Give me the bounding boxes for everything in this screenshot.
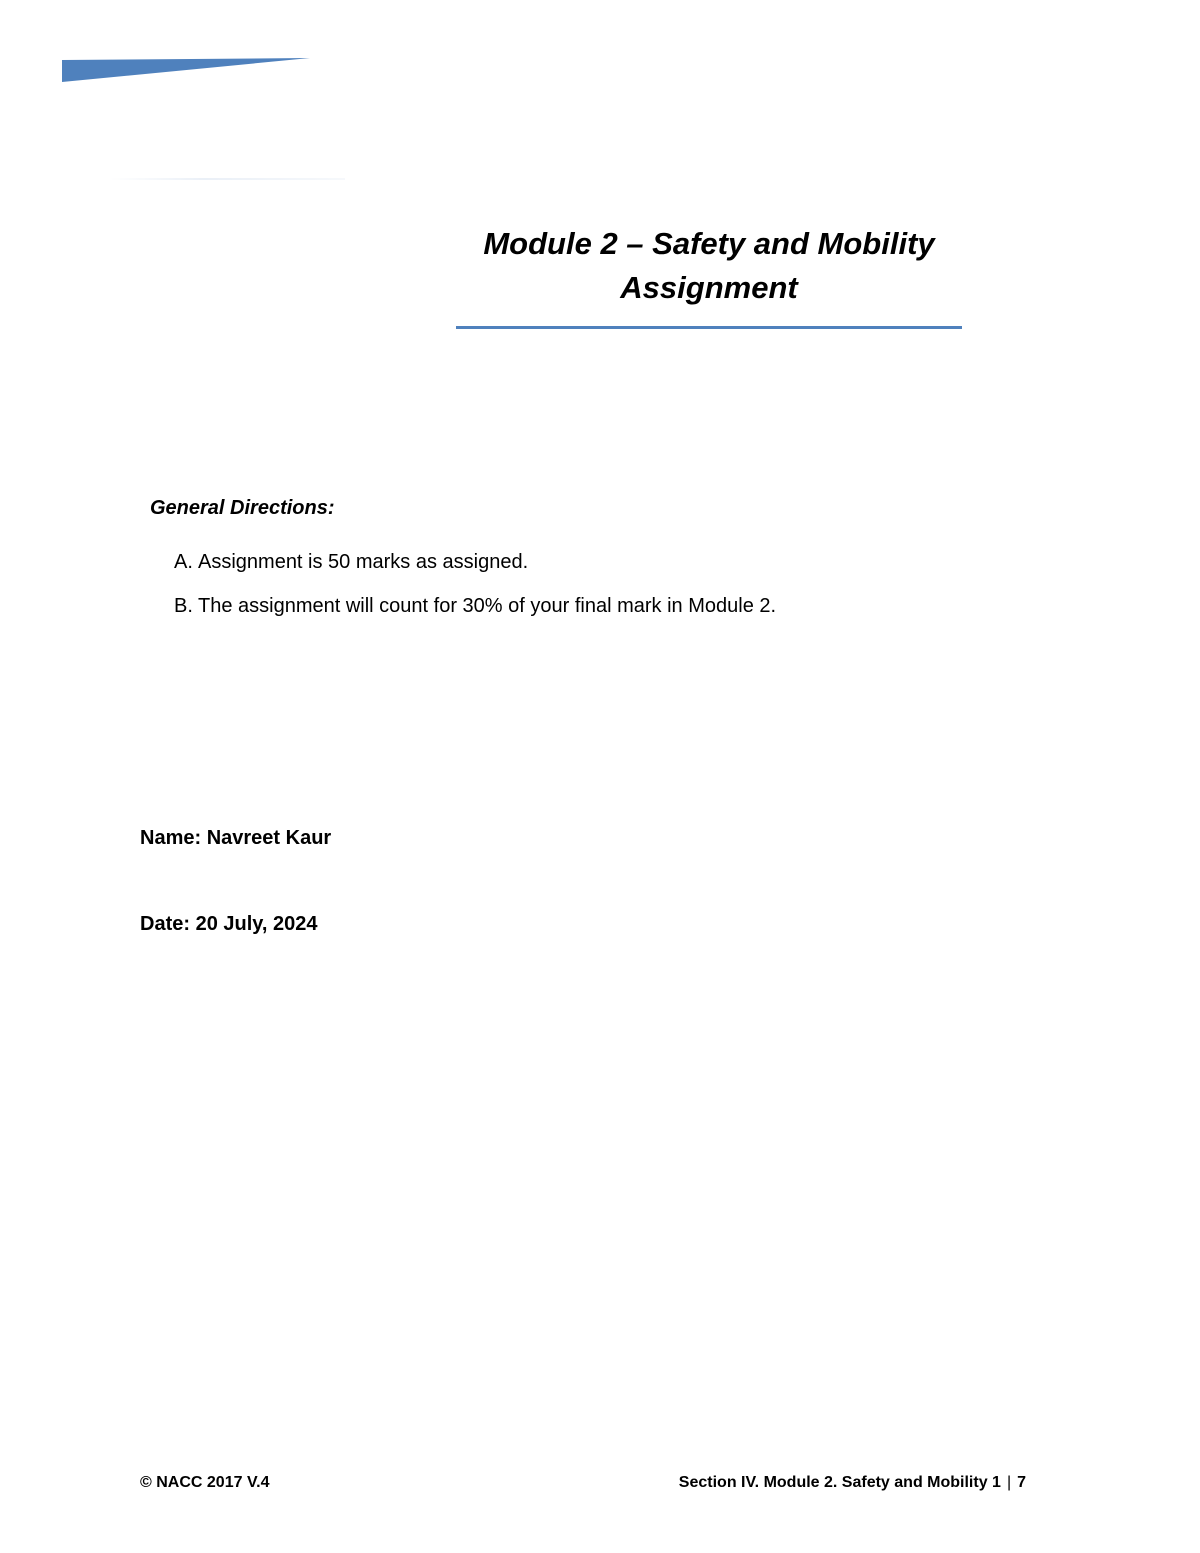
- name-label: Name:: [140, 827, 202, 849]
- footer-separator: |: [1006, 1474, 1012, 1491]
- footer-section-info: [679, 1473, 1026, 1493]
- name-value: Navreet Kaur: [206, 827, 332, 849]
- direction-marker: B.: [174, 595, 193, 617]
- student-name-field: [140, 826, 331, 850]
- header-accent-wedge: [62, 58, 312, 84]
- document-title: [456, 222, 962, 310]
- date-field: [140, 912, 318, 936]
- direction-item-b: [174, 594, 776, 618]
- footer-section-label: Section IV. Module 2. Safety and Mobility 1: [678, 1474, 1001, 1491]
- direction-text: Assignment is 50 marks as assigned.: [198, 551, 529, 573]
- direction-text: The assignment will count for 30% of your final mark in Module 2.: [198, 595, 777, 617]
- title-line-2: Assignment: [620, 270, 798, 305]
- header-faint-line: [110, 178, 345, 180]
- footer-page-number: 7: [1017, 1474, 1026, 1491]
- title-underline: [456, 326, 962, 329]
- footer-copyright: © NACC 2017 V.4: [140, 1474, 270, 1491]
- directions-heading: General Directions:: [150, 497, 335, 519]
- date-value: 20 July, 2024: [195, 913, 318, 935]
- date-label: Date:: [140, 913, 191, 935]
- title-line-1: Module 2 – Safety and Mobility: [483, 226, 935, 261]
- direction-item-a: [174, 550, 528, 574]
- direction-marker: A.: [174, 551, 193, 573]
